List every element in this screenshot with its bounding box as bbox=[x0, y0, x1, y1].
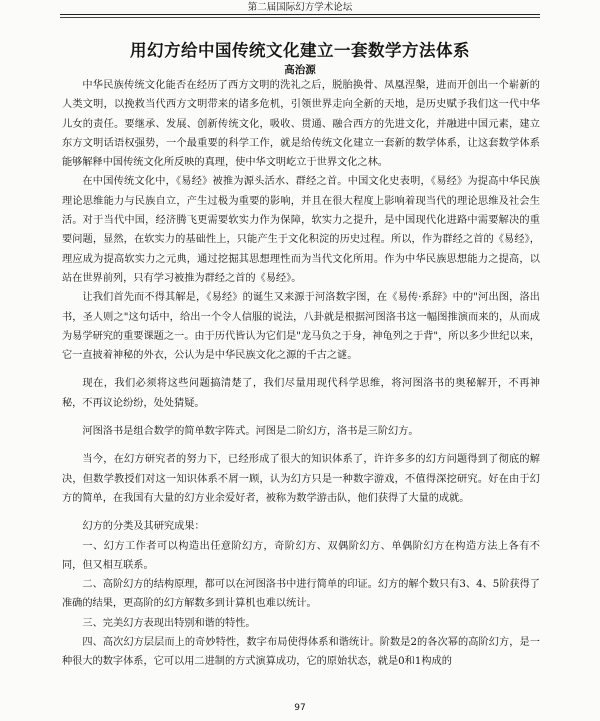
paragraph: 让我们首先而不得其解是，《易经》的诞生又来源于河洛数字图，在《易传·系辞》中的"河出图，洛出书，圣人则之"这句话中，给出一个令人信服的说法，八卦就是根据河图洛书这一幅图推演而来的，从而成为易学研究的重要课题之一。由于历代皆认为它们是"龙马负之于身，神龟列之于背"，所以多少世纪以来，它一直披着神秘的外衣，公认为是中华民族文化之源的千古之谜。 bbox=[62, 292, 540, 362]
paragraph: 四、高次幻方层层而上的奇妙特性，数字布局使得体系和谐统计。阶数是2的各次幂的高阶幻方，是一种很大的数字体系，它可以用二进制的方式演算成功，它的原始状态，就是0和1构成的 bbox=[62, 637, 540, 668]
header-rule bbox=[60, 17, 540, 18]
paragraph: 三、完美幻方表现出特别和谐的特性。 bbox=[82, 617, 256, 629]
paragraph: 河图洛书是组合数学的简单数字阵式。河图是二阶幻方，洛书是三阶幻方。 bbox=[82, 426, 419, 438]
paragraph: 一、幻方工作者可以构造出任意阶幻方，奇阶幻方、双偶阶幻方、单偶阶幻方在构造方法上各有不同，但又相互联系。 bbox=[62, 540, 540, 571]
paragraph: 幻方的分类及其研究成果： bbox=[82, 521, 205, 533]
paragraph: 二、高阶幻方的结构原理，都可以在河图洛书中进行简单的印证。幻方的解个数只有3、4、5阶获得了准确的结果，更高阶的幻方解数多到计算机也难以统计。 bbox=[62, 579, 540, 610]
running-header bbox=[60, 2, 540, 15]
paragraph: 现在，我们必须将这些问题搞清楚了，我们尽量用现代科学思维，将河图洛书的奥秘解开，不再神秘，不再议论纷纷，处处猜疑。 bbox=[62, 378, 540, 409]
paper-title: 用幻方给中国传统文化建立一套数学方法体系 bbox=[130, 41, 470, 60]
paragraph: 在中国传统文化中，《易经》被推为源头活水、群经之首。中国文化史表明，《易经》为提高中华民族理论思维能力与民族自立，产生过极为重要的影响，并且在很大程度上影响着现当代的理论思维及社会生活。对于当代中国，经济腾飞更需要软实力作为保障，软实力之提升，是中国现代化进路中需要解决的重要问题，显然，在软实力的基础性上，只能产生于文化积淀的历史过程。所以，作为群经之首的《易经》，理应成为提高软实力之元典，通过挖掘其思想理性而为当代文化所用。作为中华民族思想能力之提高，以站在世界前列，只有学习被推为群经之首的《易经》。 bbox=[62, 176, 540, 284]
body-text bbox=[62, 76, 540, 672]
paragraph: 当今，在幻方研究者的努力下，已经形成了很大的知识体系了，许许多多的幻方问题得到了彻底的解决，但数学教授们对这一知识体系不屑一顾，认为幻方只是一种数字游戏，不值得深挖研究。好在由于幻方的简单，在我国有大量的幻方业余爱好者，被称为数学游击队，他们获得了大量的成就。 bbox=[62, 454, 540, 504]
running-title: 第二届国际幻方学术论坛 bbox=[247, 2, 353, 13]
page-number: 97 bbox=[294, 703, 306, 713]
paragraph: 中华民族传统文化能否在经历了西方文明的洗礼之后，脱胎换骨、凤凰涅槃，进而开创出一个崭新的人类文明，以挽救当代西方文明带来的诸多危机，引领世界走向全新的天地，是历史赋予我们这一代中华儿女的责任。要继承、发展、创新传统文化，吸收、贯通、融合西方的先进文化，并融进中国元素，建立东方文明话语权强势，一个最重要的科学工作，就是给传统文化建立一套新的数学体系，让这套数学体系能够解释中国传统文化所反映的真理，使中华文明屹立于世界文化之林。 bbox=[62, 80, 540, 169]
author-name: 高治源 bbox=[284, 64, 316, 76]
